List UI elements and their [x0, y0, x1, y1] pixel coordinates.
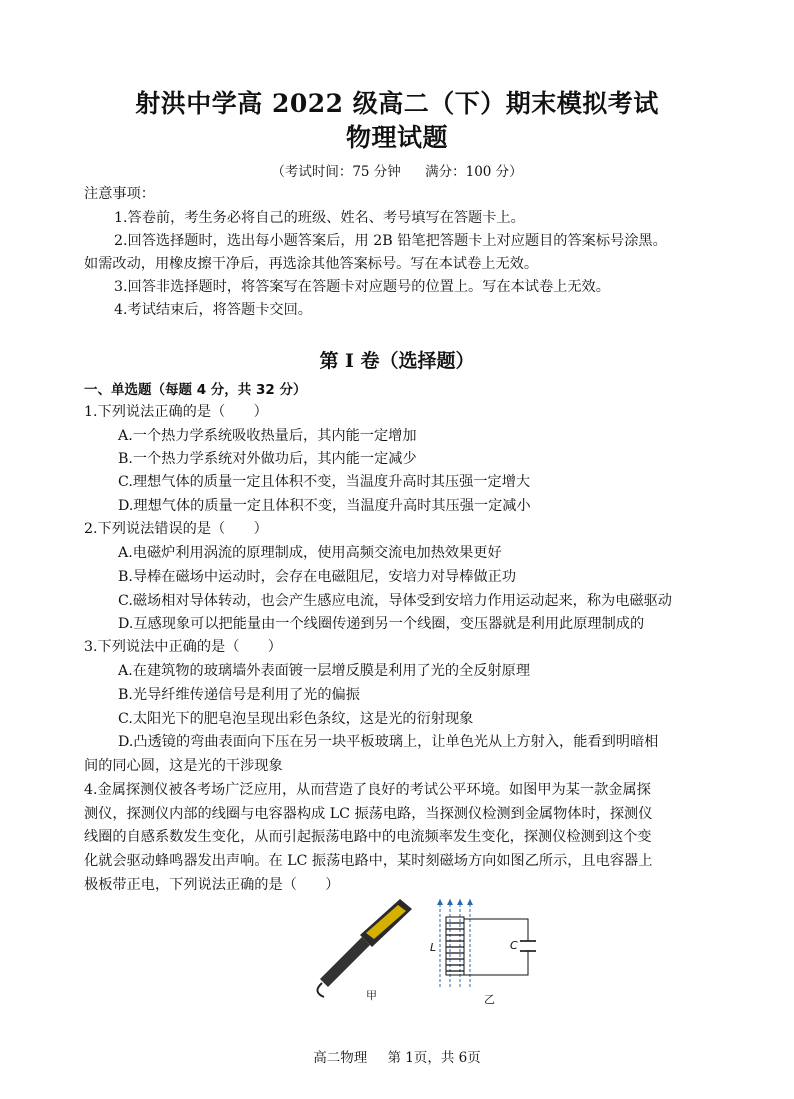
section-title: 第 I 卷（选择题）: [319, 350, 475, 372]
footer-page-number: 第 1页，共 6页: [387, 1050, 481, 1066]
q3-option-d-cont: 间的同心圆，这是光的干涉现象: [84, 758, 283, 774]
q2-option-d: D.互感现象可以把能量由一个线圈传递到另一个线圈，变压器就是利用此原理制成的: [118, 616, 645, 632]
figure-a-caption: 甲: [366, 989, 377, 1002]
footer-subject: 高二物理: [313, 1050, 368, 1066]
q3-option-a: A.在建筑物的玻璃墙外表面镀一层增反膜是利用了光的全反射原理: [118, 663, 531, 679]
notice-item-4: 4.考试结束后，将答题卡交回。: [114, 302, 312, 318]
q4-stem-line-4: 化就会驱动蜂鸣器发出声响。在 LC 振荡电路中，某时刻磁场方向如图乙所示，且电容器上: [84, 853, 653, 869]
q4-stem-line-3: 线圈的自感系数发生变化，从而引起振荡电路中的电流频率发生变化，探测仪检测到这个变: [84, 829, 652, 845]
exam-subtitle: 物理试题: [345, 123, 448, 152]
q3-option-d: D.凸透镜的弯曲表面向下压在另一块平板玻璃上，让单色光从上方射入，能看到明暗相: [118, 734, 659, 750]
q4-stem-line-5: 极板带正电，下列说法正确的是（ ）: [84, 877, 340, 893]
q4-figure: [312, 897, 572, 1007]
notice-item-2: 2.回答选择题时，选出每小题答案后，用 2B 铅笔把答题卡上对应题目的答案标号涂黑。: [114, 233, 667, 249]
q3-option-c: C.太阳光下的肥皂泡呈现出彩色条纹，这是光的衍射现象: [118, 711, 474, 727]
exam-time: （考试时间：75 分钟: [271, 164, 401, 180]
lc-circuit-diagram: [437, 899, 536, 989]
q1-option-c: C.理想气体的质量一定且体积不变，当温度升高时其压强一定增大: [118, 474, 531, 490]
page-footer: [0, 1046, 794, 1066]
exam-meta: [0, 160, 794, 180]
notice-item-1: 1.答卷前，考生务必将自己的班级、姓名、考号填写在答题卡上。: [114, 210, 525, 226]
section-subtitle: 一、单选题（每题 4 分，共 32 分）: [84, 382, 307, 398]
q1-option-d: D.理想气体的质量一定且体积不变，当温度升高时其压强一定减小: [118, 498, 531, 514]
q4-stem-line-2: 测仪，探测仪内部的线圈与电容器构成 LC 振荡电路，当探测仪检测到金属物体时，探测仪: [84, 806, 653, 822]
q4-stem-line-1: 4.金属探测仪被各考场广泛应用，从而营造了良好的考试公平环境。如图甲为某一款金属探: [84, 782, 651, 798]
figure-b-caption: 乙: [484, 993, 495, 1006]
q2-option-b: B.导棒在磁场中运动时，会存在电磁阻尼，安培力对导棒做正功: [118, 569, 517, 585]
q2-option-a: A.电磁炉利用涡流的原理制成，使用高频交流电加热效果更好: [118, 545, 502, 561]
notice-heading: 注意事项：: [84, 186, 155, 202]
exam-title: 射洪中学高 2022 级高二（下）期末模拟考试: [135, 89, 659, 118]
q1-stem: 1.下列说法正确的是（ ）: [84, 404, 268, 420]
q1-option-b: B.一个热力学系统对外做功后，其内能一定减少: [118, 451, 417, 467]
q1-option-a: A.一个热力学系统吸收热量后，其内能一定增加: [118, 428, 417, 444]
q3-stem: 3.下列说法中正确的是（ ）: [84, 639, 282, 655]
q3-option-b: B.光导纤维传递信号是利用了光的偏振: [118, 687, 360, 703]
exam-score: 满分：100 分）: [425, 164, 523, 180]
metal-detector-figure: [312, 897, 572, 1007]
capacitor-label: C: [510, 939, 518, 952]
notice-item-2-cont: 如需改动，用橡皮擦干净后，再选涂其他答案标号。写在本试卷上无效。: [84, 256, 539, 272]
notice-item-3: 3.回答非选择题时，将答案写在答题卡对应题号的位置上。写在本试卷上无效。: [114, 279, 610, 295]
q2-stem: 2.下列说法错误的是（ ）: [84, 521, 268, 537]
q2-option-c: C.磁场相对导体转动，也会产生感应电流，导体受到安培力作用运动起来，称为电磁驱动: [118, 593, 672, 609]
inductor-label: L: [430, 941, 437, 954]
metal-detector-icon: [317, 899, 412, 997]
